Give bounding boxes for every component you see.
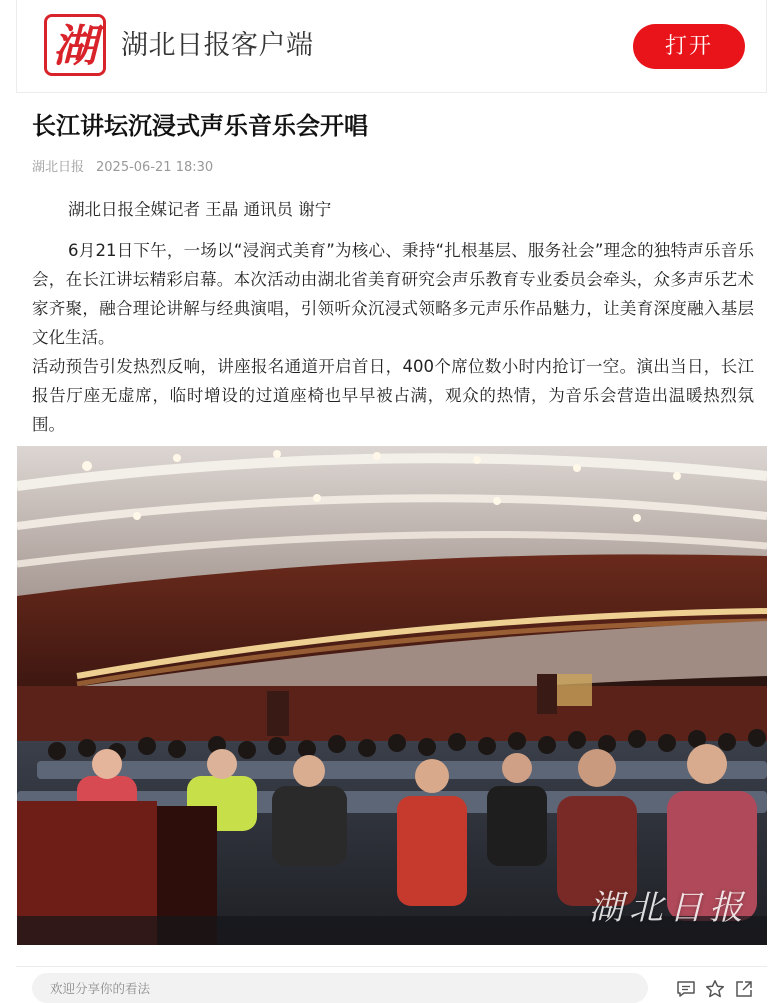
open-app-button[interactable]: 打开 — [633, 24, 745, 69]
article-meta — [32, 159, 213, 177]
article-source[interactable]: 湖北日报 — [32, 160, 85, 175]
app-logo-glyph: 湖 — [53, 21, 97, 72]
photo-watermark: 湖北日报 — [589, 888, 749, 928]
app-logo-mark — [47, 17, 103, 73]
bottom-action-bar — [16, 966, 767, 1002]
article-photo[interactable] — [17, 446, 767, 945]
star-icon[interactable] — [705, 979, 725, 999]
article-title: 长江讲坛沉浸式声乐音乐会开唱 — [32, 112, 368, 140]
comment-input[interactable] — [32, 973, 648, 1003]
article-paragraph: 活动预告引发热烈反响，讲座报名通道开启首日，400个席位数小时内抢订一空。演出当日，长江报告厅座无虚席，临时增设的过道座椅也早早被占满，观众的热情，为音乐会营造出温暖热烈氛围。 — [32, 357, 754, 434]
concert-hall-photo — [17, 446, 767, 945]
article-byline: 湖北日报全媒记者 王晶 通讯员 谢宁 — [68, 200, 332, 219]
article-body — [32, 236, 754, 439]
comment-icon[interactable] — [676, 979, 696, 999]
article-datetime: 2025-06-21 18:30 — [96, 160, 214, 175]
article-paragraph: 6月21日下午，一场以“浸润式美育”为核心、秉持“扎根基层、服务社会”理念的独特声乐音乐会，在长江讲坛精彩启幕。本次活动由湖北省美育研究会声乐教育专业委员会牵头，众多声乐艺术家齐聚，融合理论讲解与经典演唱，引领听众沉浸式领略多元声乐作品魅力，让美育深度融入基层文化生活。 — [32, 241, 754, 347]
app-download-banner — [16, 0, 767, 93]
app-name: 湖北日报客户端 — [121, 30, 314, 61]
app-logo — [44, 14, 106, 76]
share-icon[interactable] — [734, 979, 754, 999]
